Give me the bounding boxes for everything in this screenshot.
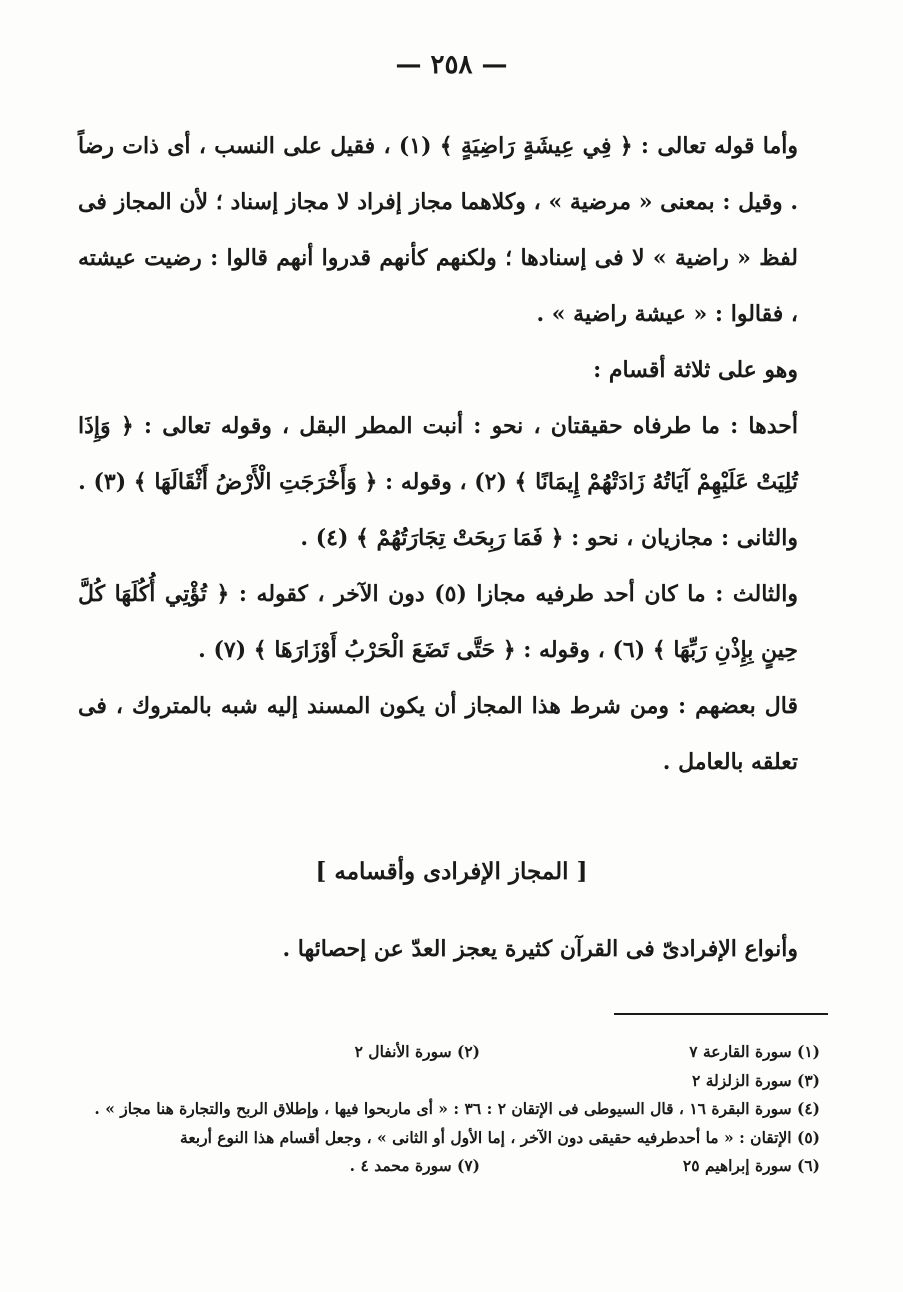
paragraph-1: وأما قوله تعالى : ﴿ فِي عِيشَةٍ رَاضِيَةٍ ﴾ (١) ، فقيل على النسب ، أى ذات رضاً . وقيل : بمعنى « مرضية » ، وكلاهما مجاز إفراد لا مجاز إسناد ؛ لأن المجاز فى لفظ « راضية » لا فى إسنادها ؛ ولكنهم كأنهم قدروا أنهم قالوا : رضيت عيشته ، فقالوا : « عيشة راضية » . bbox=[78, 133, 799, 327]
closing-text: وأنواع الإفرادىّ فى القرآن كثيرة يعجز العدّ عن إحصائها . bbox=[282, 936, 798, 962]
footnote-1: (١) سورة القارعة ٧ bbox=[689, 1042, 820, 1061]
footnote-row-6-7 bbox=[80, 1152, 820, 1181]
paragraph-2: وهو على ثلاثة أقسام : bbox=[593, 357, 798, 383]
footnote-7: (٧) سورة محمد ٤ . bbox=[349, 1156, 480, 1175]
paragraph-6: قال بعضهم : ومن شرط هذا المجاز أن يكون المسند إليه شبه بالمتروك ، فى تعلقه بالعامل . bbox=[78, 693, 798, 775]
main-text bbox=[78, 118, 818, 790]
paragraph-4: والثانى : مجازيان ، نحو : ﴿ فَمَا رَبِحَتْ تِجَارَتُهُمْ ﴾ (٤) . bbox=[300, 525, 798, 551]
paragraph-3: أحدها : ما طرفاه حقيقتان ، نحو : أنبت المطر البقل ، وقوله تعالى : ﴿ وَإِذَا تُلِيَتْ عَلَيْهِمْ آيَاتُهُ زَادَتْهُمْ إِيمَانًا ﴾ (٢) ، وقوله : ﴿ وَأَخْرَجَتِ الْأَرْضُ أَثْقَالَهَا ﴾ (٣) . bbox=[78, 413, 798, 495]
footnotes bbox=[80, 1038, 820, 1181]
paragraph-5: والثالث : ما كان أحد طرفيه مجازا (٥) دون الآخر ، كقوله : ﴿ تُؤْتِي أُكُلَهَا كُلَّ حِينٍ بِإِذْنِ رَبِّهَا ﴾ (٦) ، وقوله : ﴿ حَتَّى تَضَعَ الْحَرْبُ أَوْزَارَهَا ﴾ (٧) . bbox=[78, 581, 798, 663]
footnote-row-1-2 bbox=[80, 1038, 820, 1067]
footnote-4: (٤) سورة البقرة ١٦ ، قال السيوطى فى الإتقان ٢ : ٣٦ : « أى ماربحوا فيها ، وإطلاق الربح والتجارة هنا مجاز » . bbox=[94, 1099, 820, 1118]
footnote-divider bbox=[614, 1013, 828, 1015]
footnote-5: (٥) الإتقان : « ما أحدطرفيه حقيقى دون الآخر ، إما الأول أو الثانى » ، وجعل أقسام هذا النوع أربعة bbox=[180, 1127, 820, 1147]
closing-paragraph bbox=[78, 936, 818, 962]
page-number: — ٢٥٨ — bbox=[395, 50, 508, 80]
footnote-2: (٢) سورة الأنفال ٢ bbox=[354, 1042, 480, 1061]
section-heading: [ المجاز الإفرادى وأقسامه ] bbox=[315, 858, 588, 885]
footnote-3: (٣) سورة الزلزلة ٢ bbox=[691, 1070, 820, 1090]
footnote-6: (٦) سورة إبراهيم ٢٥ bbox=[682, 1156, 820, 1175]
